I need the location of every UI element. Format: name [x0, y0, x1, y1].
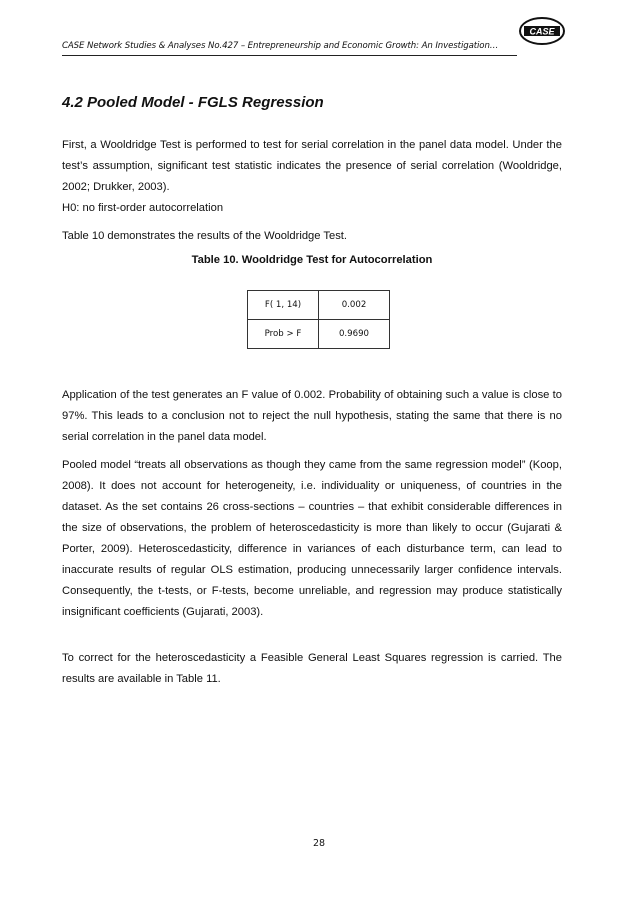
- table-caption: Table 10. Wooldridge Test for Autocorrelation: [191, 254, 433, 266]
- table-cell-value: 0.9690: [319, 320, 390, 349]
- paragraph-pooled-model: Pooled model “treats all observations as though they came from the same regression model” (Koop, 2008). It does not account for heterogeneity, i.e. individuality or uniqueness, of countries in the dataset. As the set contains 26 cross-sections – countries – that exhibit considerable differences in the size of observations, the problem of heteroscedasticity is more than likely to occur (Gujarati & Porter, 2009). Heteroscedasticity, difference in variances of each disturbance term, can lead to inaccurate results of regular OLS estimation, producing unnecessarily larger confidence intervals. Consequently, the t-tests, or F-tests, become unreliable, and regression may produce statistically insignificant coefficients (Gujarati, 2003).: [62, 459, 562, 618]
- table-cell-label: F( 1, 14): [248, 291, 319, 320]
- paragraph-test-result: Application of the test generates an F value of 0.002. Probability of obtaining such a value is close to 97%. This leads to a conclusion not to reject the null hypothesis, stating the same that there is no serial correlation in the panel data model.: [62, 389, 562, 443]
- page-number: 28: [312, 838, 326, 849]
- table-cell-value: 0.002: [319, 291, 390, 320]
- paragraph-fgls: To correct for the heteroscedasticity a Feasible General Least Squares regression is carried. The results are available in Table 11.: [62, 652, 562, 685]
- table-cell-label: Prob > F: [248, 320, 319, 349]
- paragraph-intro: First, a Wooldridge Test is performed to test for serial correlation in the panel data model. Under the test’s assumption, significant test statistic indicates the presence of serial correlation (Wooldridge, 2002; Drukker, 2003).: [62, 139, 562, 193]
- running-header: CASE Network Studies & Analyses No.427 – Entrepreneurship and Economic Growth: An Investigation…: [62, 41, 499, 51]
- paragraph-table-reference: Table 10 demonstrates the results of the Wooldridge Test.: [62, 230, 348, 242]
- header-rule: [62, 55, 517, 56]
- case-logo: [518, 16, 566, 46]
- logo-text: CASE: [529, 26, 555, 37]
- paragraph-hypothesis: H0: no first-order autocorrelation: [62, 202, 224, 214]
- section-title: 4.2 Pooled Model - FGLS Regression: [62, 94, 324, 111]
- wooldridge-table: [247, 290, 390, 349]
- table-row: [248, 291, 390, 320]
- table-row: [248, 320, 390, 349]
